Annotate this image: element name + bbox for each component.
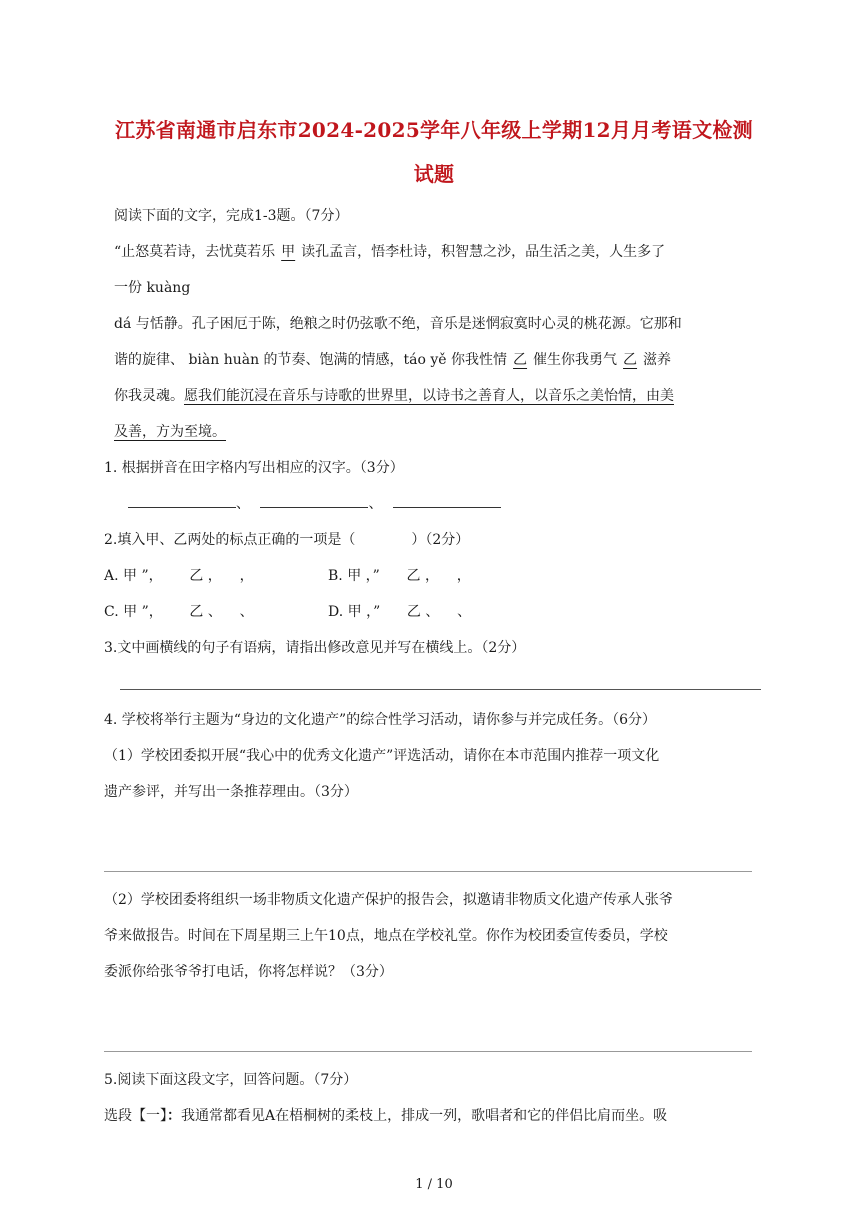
q4-sub2-line1: （2）学校团委将组织一场非物质文化遗产保护的报告会，拟邀请非物质文化遗产传承人张爷 <box>104 892 673 908</box>
question-4: 4. 学校将举行主题为“身边的文化遗产”的综合性学习活动，请你参与并完成任务。（6分） <box>104 712 657 728</box>
passage-text: 滋养 <box>643 352 672 368</box>
document-title-line2: 试题 <box>413 162 455 186</box>
blank-separator: 、 <box>236 496 250 512</box>
selection-text: 我通常都看见A在梧桐树的柔枝上，排成一列，歌唱者和它的伴侣比肩而坐。吸 <box>181 1108 668 1124</box>
q4-sub2-answer-line[interactable] <box>104 1051 752 1052</box>
faulty-sentence-part-1: 愿我们能沉浸在音乐与诗歌的世界里，以诗书之善育人，以音乐之美怡情，由美 <box>184 388 674 404</box>
q4-sub1-line1: （1）学校团委拟开展“我心中的优秀文化遗产”评选活动，请你在本市范围内推荐一项文化 <box>104 748 660 764</box>
q3-answer-line[interactable] <box>120 689 761 690</box>
passage-text: “止怒莫若诗，去忧莫若乐 <box>114 244 276 260</box>
question-2-text: 2.填入甲、乙两处的标点正确的一项是（ <box>104 532 356 548</box>
question-2 <box>104 529 469 549</box>
q5-selection-line <box>104 1105 667 1125</box>
q4-sub1-answer-line[interactable] <box>104 871 752 872</box>
selection-label-text: 选段【一】 <box>104 1108 167 1124</box>
passage-line-2: 一份 kuàng <box>114 280 191 296</box>
passage-text: 你我灵魂。 <box>114 388 184 404</box>
page-number: 1 / 10 <box>415 1177 453 1192</box>
question-5: 5.阅读下面这段文字，回答问题。（7分） <box>104 1072 358 1088</box>
q4-sub1-line2: 遗产参评，并写出一条推荐理由。（3分） <box>104 784 358 800</box>
passage-text: 催生你我勇气 <box>533 352 618 368</box>
document-title-line1: 江苏省南通市启东市2024-2025学年八年级上学期12月月考语文检测 <box>115 118 753 142</box>
answer-blank-3[interactable] <box>393 493 501 508</box>
blank-jia: 甲 <box>281 244 296 260</box>
passage-text: 谐的旋律、 biàn huàn 的节奏、饱满的情感，táo yě 你我性情 <box>114 352 508 368</box>
answer-blank-1[interactable] <box>128 493 236 508</box>
passage-line-4 <box>114 349 671 369</box>
question-1: 1. 根据拼音在田字格内写出相应的汉字。（3分） <box>104 460 404 476</box>
blank-separator: 、 <box>368 496 383 512</box>
passage-line-5 <box>114 385 674 405</box>
faulty-sentence-part-2: 及善，方为至境。 <box>114 424 226 440</box>
q4-sub2-line3: 委派你给张爷爷打电话，你将怎样说？（3分） <box>104 964 393 980</box>
option-d[interactable]: D. 甲 ，” 乙 、 、 <box>328 604 472 620</box>
q1-answer-blanks <box>128 493 501 513</box>
blank-yi-1: 乙 <box>513 352 528 368</box>
passage-line-6 <box>114 421 226 441</box>
option-b[interactable]: B. 甲 ，” 乙 ， ， <box>328 568 471 584</box>
question-3: 3.文中画横线的句子有语病，请指出修改意见并写在横线上。（2分） <box>104 640 526 656</box>
question-2-score: ）（2分） <box>411 532 470 548</box>
option-a[interactable]: A. 甲 ”， 乙 ， ， <box>104 568 254 584</box>
selection-colon: ： <box>167 1108 181 1124</box>
reading-instruction: 阅读下面的文字，完成1-3题。（7分） <box>114 208 349 224</box>
passage-line-3: dá 与恬静。孔子困厄于陈，绝粮之时仍弦歌不绝，音乐是迷惘寂寞时心灵的桃花源。它那和 <box>114 316 682 332</box>
blank-yi-2: 乙 <box>623 352 638 368</box>
q4-sub2-line2: 爷来做报告。时间在下周星期三上午10点，地点在学校礼堂。你作为校团委宣传委员，学校 <box>104 928 668 944</box>
passage-text: 读孔孟言，悟李杜诗，积智慧之沙，品生活之美，人生多了 <box>301 244 666 260</box>
passage-line-1 <box>114 241 665 261</box>
answer-blank-2[interactable] <box>260 493 368 508</box>
option-c[interactable]: C. 甲 ”， 乙 、 、 <box>104 604 254 620</box>
